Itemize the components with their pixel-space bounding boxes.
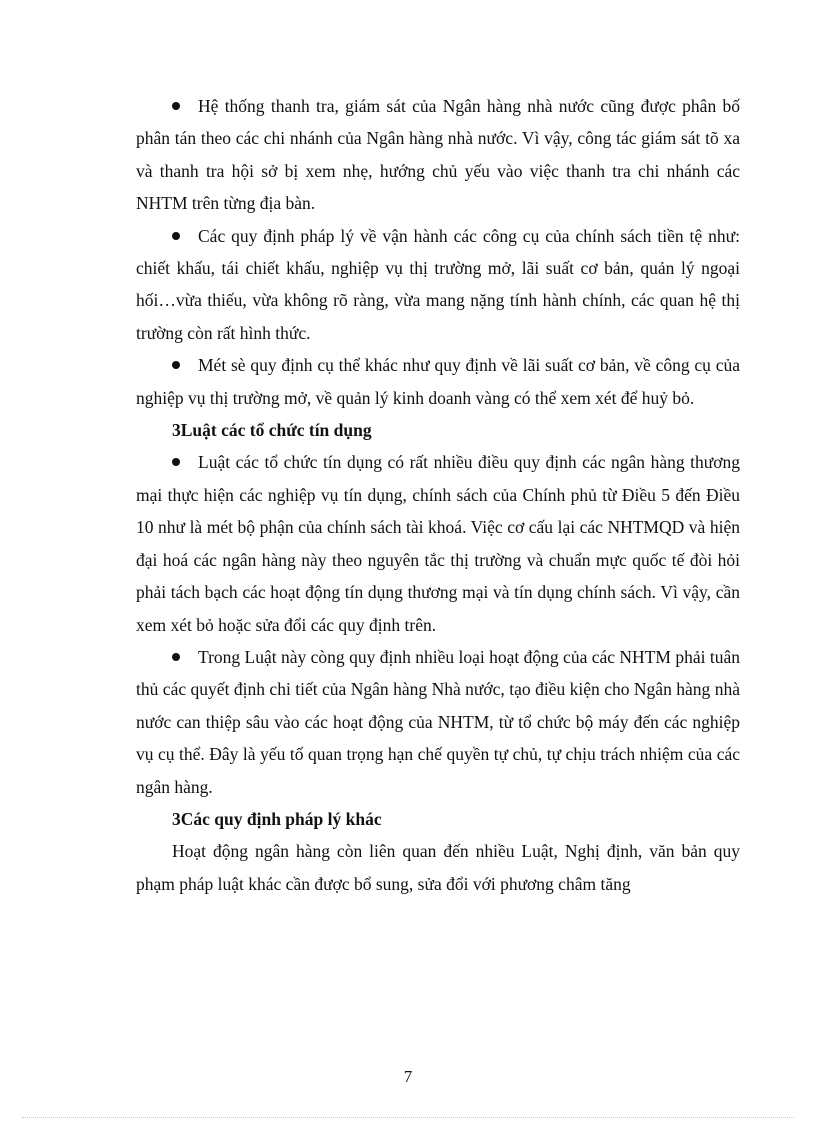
bullet-icon	[172, 458, 180, 466]
paragraph-text: Luật các tổ chức tín dụng có rất nhiều điều quy định các ngân hàng thương mại thực hiện các nghiệp vụ tín dụng, chính sách của Chính phủ từ Điều 5 đến Điều 10 như là mét bộ phận của chính sách tài khoá. Việc cơ cấu lại các NHTMQD và hiện đại hoá các ngân hàng này theo nguyên tắc thị trường và chuẩn mực quốc tế đòi hỏi phải tách bạch các hoạt động tín dụng thương mại và tín dụng chính sách. Vì vậy, cần xem xét bỏ hoặc sửa đổi các quy định trên.	[136, 452, 740, 635]
bullet-paragraph	[136, 446, 740, 640]
bullet-icon	[172, 361, 180, 369]
body-paragraph: Hoạt động ngân hàng còn liên quan đến nhiều Luật, Nghị định, văn bản quy phạm pháp luật khác cần được bổ sung, sửa đổi với phương châm tăng	[136, 841, 740, 894]
bullet-paragraph	[136, 220, 740, 350]
page-number: 7	[403, 1067, 413, 1086]
bullet-icon	[172, 232, 180, 240]
paragraph-text: Hệ thống thanh tra, giám sát của Ngân hàng nhà nước cũng được phân bố phân tán theo các chi nhánh của Ngân hàng nhà nước. Vì vậy, công tác giám sát tõ xa và thanh tra hội sở bị xem nhẹ, hướng chủ yếu vào việc thanh tra chi nhánh các NHTM trên từng địa bàn.	[136, 96, 740, 214]
paragraph-text: Mét sè quy định cụ thể khác như quy định về lãi suất cơ bản, về công cụ của nghiệp vụ thị trường mở, về quản lý kinh doanh vàng có thể xem xét để huỷ bỏ.	[136, 355, 740, 408]
bullet-paragraph	[136, 349, 740, 414]
section-heading: 3Các quy định pháp lý khác	[172, 808, 382, 829]
paragraph-text: Trong Luật này còng quy định nhiều loại hoạt động của các NHTM phải tuân thủ các quyết định chi tiết của Ngân hàng Nhà nước, tạo điều kiện cho Ngân hàng nhà nước can thiệp sâu vào các hoạt động của NHTM, từ tổ chức bộ máy đến các nghiệp vụ cụ thể. Đây là yếu tố quan trọng hạn chế quyền tự chủ, tự chịu trách nhiệm của các ngân hàng.	[136, 646, 740, 797]
paragraph-text: Các quy định pháp lý về vận hành các công cụ của chính sách tiền tệ như: chiết khấu, tái chiết khấu, nghiệp vụ thị trường mở, lãi suất cơ bản, quản lý ngoại hối…vừa thiếu, vừa không rõ ràng, vừa mang nặng tính hành chính, các quan hệ thị trường còn rất hình thức.	[136, 225, 740, 343]
section-heading: 3Luật các tổ chức tín dụng	[172, 420, 372, 441]
bullet-paragraph	[136, 641, 740, 803]
page-body	[136, 90, 740, 900]
bullet-icon	[172, 653, 180, 661]
bullet-icon	[172, 102, 180, 110]
page-bottom-border	[22, 1117, 794, 1118]
bullet-paragraph	[136, 90, 740, 220]
